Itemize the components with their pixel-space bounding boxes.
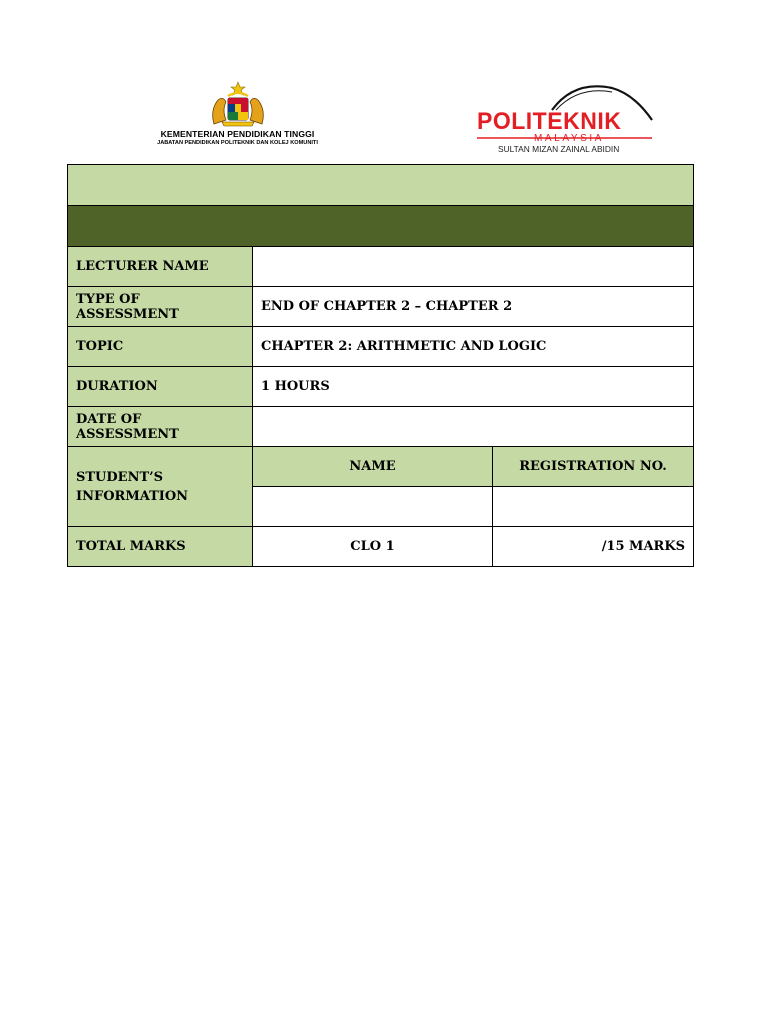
assessment-info-table <box>67 164 694 567</box>
student-info-label: STUDENT’S INFORMATION <box>68 447 253 527</box>
lecturer-value-field[interactable] <box>253 247 694 287</box>
malaysia-label: MALAYSIA <box>534 133 605 144</box>
ministry-name: KEMENTERIAN PENDIDIKAN TINGGI <box>160 129 315 139</box>
malaysia-crest-icon <box>206 80 270 128</box>
date-label: DATE OF ASSESSMENT <box>68 407 253 447</box>
politeknik-brand: POLITEKNIK <box>477 108 622 135</box>
assessment-type-value: END OF CHAPTER 2 – CHAPTER 2 <box>253 287 694 327</box>
ministry-logo <box>130 80 345 152</box>
registration-column-header: REGISTRATION NO. <box>493 447 694 487</box>
name-column-header: NAME <box>253 447 493 487</box>
assessment-type-row <box>68 287 694 327</box>
total-marks-row <box>68 527 694 567</box>
assessment-type-label: TYPE OF ASSESSMENT <box>68 287 253 327</box>
lecturer-row <box>68 247 694 287</box>
header-band-dark-cell <box>68 206 694 247</box>
politeknik-logo <box>474 80 654 156</box>
header-band-dark <box>68 206 694 247</box>
registration-number-field[interactable] <box>493 487 694 527</box>
campus-name: SULTAN MIZAN ZAINAL ABIDIN <box>498 144 620 154</box>
total-marks-label: TOTAL MARKS <box>68 527 253 567</box>
topic-value: CHAPTER 2: ARITHMETIC AND LOGIC <box>253 327 694 367</box>
header-band-light <box>68 165 694 206</box>
topic-label: TOPIC <box>68 327 253 367</box>
department-name: JABATAN PENDIDIKAN POLITEKNIK DAN KOLEJ KOMUNITI <box>157 140 318 146</box>
lecturer-label: LECTURER NAME <box>68 247 253 287</box>
student-name-field[interactable] <box>253 487 493 527</box>
header-band-light-cell <box>68 165 694 206</box>
student-header-row <box>68 447 694 487</box>
marks-total: /15 MARKS <box>493 527 694 567</box>
clo-label: CLO 1 <box>253 527 493 567</box>
duration-label: DURATION <box>68 367 253 407</box>
topic-row <box>68 327 694 367</box>
date-value-field[interactable] <box>253 407 694 447</box>
duration-row <box>68 367 694 407</box>
date-row <box>68 407 694 447</box>
duration-value: 1 HOURS <box>253 367 694 407</box>
